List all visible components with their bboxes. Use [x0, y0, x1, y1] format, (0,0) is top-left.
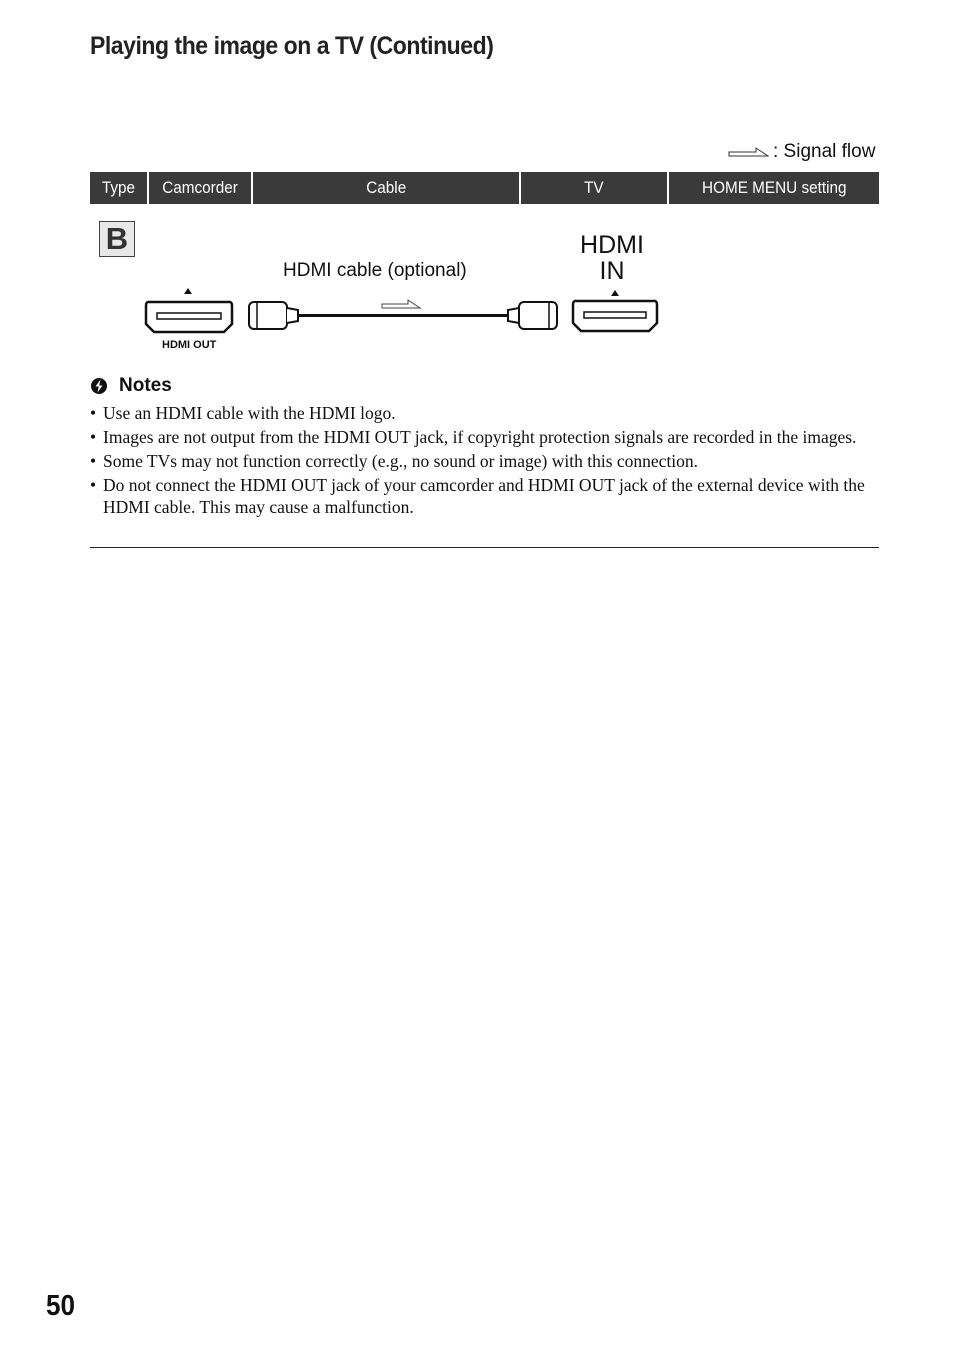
cable-plug-right-icon [508, 302, 557, 329]
tv-jack-label-line1: HDMI [580, 231, 644, 259]
hdmi-connection-diagram [140, 285, 670, 340]
tv-jack-label-line2: IN [599, 257, 625, 285]
notes-title: Notes [119, 375, 172, 396]
page-number: 50 [46, 1290, 76, 1322]
list-item: • Do not connect the HDMI OUT jack of your camcorder and HDMI OUT jack of the external device with the HDMI cable. This may cause a malfunction. [90, 475, 865, 517]
camcorder-jack-label: HDMI OUT [162, 339, 217, 351]
signal-flow-arrow-icon [728, 145, 770, 159]
notes-list [90, 402, 879, 520]
signal-flow-text: : Signal flow [773, 141, 876, 162]
signal-flow-legend [728, 141, 875, 163]
page-title: Playing the image on a TV (Continued) [90, 32, 494, 60]
list-item: • Use an HDMI cable with the HDMI logo. [90, 403, 396, 423]
section-divider [90, 547, 879, 548]
header-cable: Cable [253, 172, 519, 204]
header-type: Type [90, 172, 147, 204]
notes-heading [90, 375, 172, 397]
header-home-menu-setting: HOME MENU setting [669, 172, 879, 204]
hdmi-out-jack-icon [146, 288, 232, 332]
cable-label: HDMI cable (optional) [283, 260, 467, 281]
connection-table-header [90, 172, 879, 204]
header-tv: TV [521, 172, 667, 204]
hdmi-in-jack-icon [573, 290, 657, 331]
header-camcorder: Camcorder [149, 172, 251, 204]
type-badge: B [99, 221, 135, 257]
list-item: • Some TVs may not function correctly (e.g., no sound or image) with this connection. [90, 451, 699, 471]
tv-jack-label [580, 232, 644, 284]
list-item: • Images are not output from the HDMI OUT jack, if copyright protection signals are recorded in the images. [90, 427, 857, 447]
signal-flow-arrow-icon [382, 300, 420, 308]
caution-icon [90, 377, 108, 395]
cable-plug-left-icon [249, 302, 298, 329]
